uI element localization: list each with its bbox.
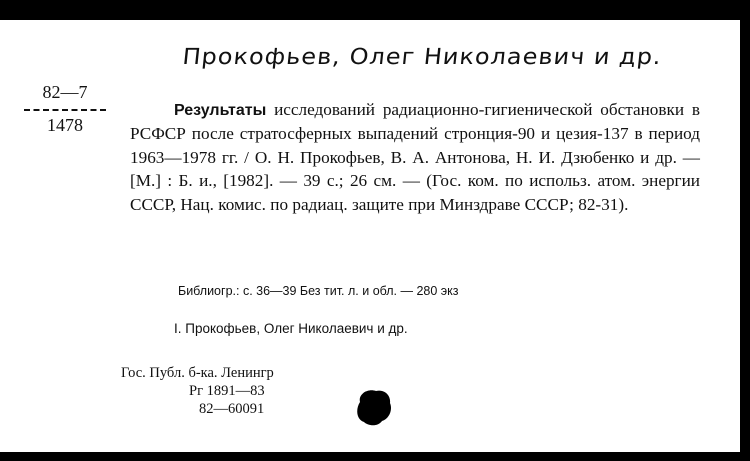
bibliography-note: Библиогр.: с. 36—39 Без тит. л. и обл. — 280 экз <box>178 284 459 298</box>
bibliographic-entry <box>130 98 700 216</box>
shelfmark-bottom: 1478 <box>47 115 83 135</box>
right-edge <box>740 0 750 461</box>
added-entry-tracing: I. Прокофьев, Олег Николаевич и др. <box>174 321 408 336</box>
entry-body: исследований радиационно-гигиенической обстановки в РСФСР после стратосферных выпадений стронция-90 и цезия-137 в период 1963—1978 гг. / О. Н. Прокофьев, В. А. Антонова, Н. И. Дзюбенко и др. — [М.] : Б. и., [1982]. — 39 с.; 26 см. — (Гос. ком. по использ. атом. энергии СССР, Нац. комис. по радиац. защите при Минздраве СССР; 82-31). <box>130 100 700 214</box>
handwritten-author: Прокофьев, Олег Николаевич и др. <box>181 44 664 70</box>
ink-blot-icon <box>354 386 394 428</box>
library-number: 82—60091 <box>199 401 265 417</box>
library-registration: Рг 1891—83 <box>189 383 265 399</box>
catalog-card <box>0 20 740 452</box>
entry-title-lead: Результаты <box>174 102 267 119</box>
shelfmark <box>20 82 110 136</box>
library-name: Гос. Публ. б-ка. Ленингр <box>121 365 274 381</box>
library-stamp-text <box>121 364 274 418</box>
shelfmark-divider <box>24 109 106 111</box>
shelfmark-top: 82—7 <box>42 82 88 102</box>
